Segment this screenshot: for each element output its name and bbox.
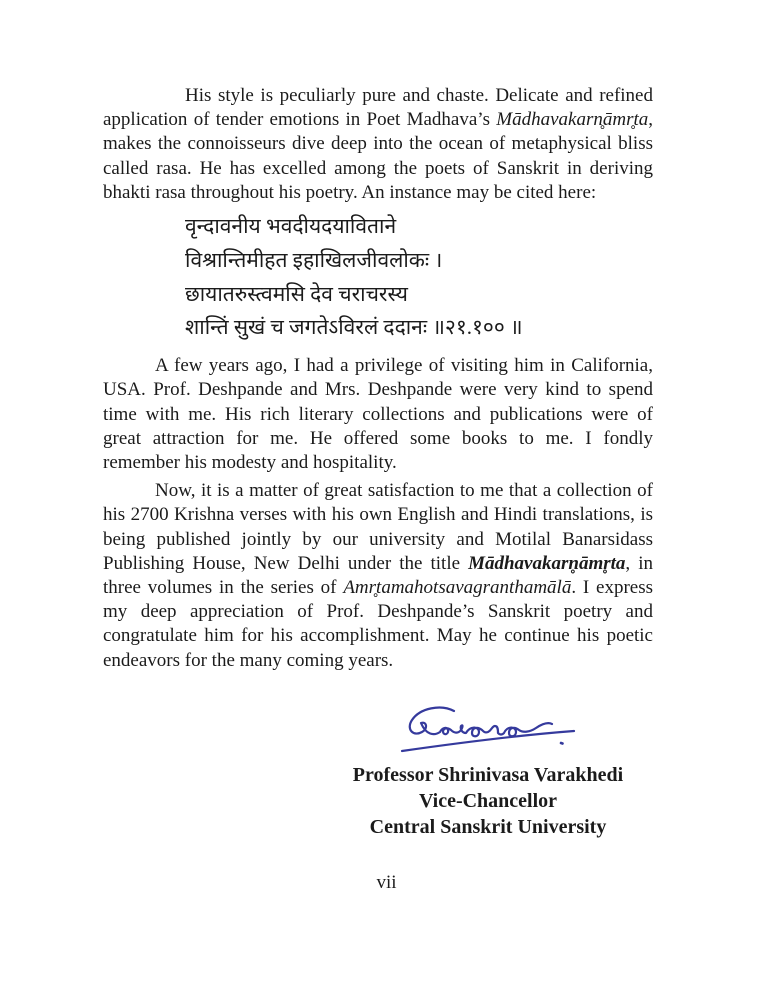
- signature-block: [327, 702, 649, 840]
- signoff-name: Professor Shrinivasa Varakhedi: [352, 764, 624, 786]
- verse-line: विश्रान्तिमीहत इहाखिलजीवलोकः ।: [185, 247, 443, 272]
- paragraph-text: His style is peculiarly pure and chaste. Delicate and refined application of tender emotions in Poet Madhava’s: [103, 85, 653, 131]
- verse-line: वृन्दावनीय भवदीयदयाविताने: [185, 214, 397, 239]
- verse-line: शान्तिं सुखं च जगतेऽविरलं ददानः ॥२१.१०० ॥: [185, 315, 523, 340]
- paragraph-visit: A few years ago, I had a privilege of visiting him in California, USA. Prof. Deshpande and Mrs. Deshpande were very kind to spend time with me. His rich literary collections and publications were of great attraction for me. He offered some books to me. I fondly remember his modesty and hospitality.: [103, 355, 653, 474]
- paragraph-text: , makes the connoisseurs dive deep into the ocean of metaphysical bliss called rasa. He has excelled among the poets of Sanskrit in deriving bhakti rasa throughout his poetry. An instance may be cited here:: [103, 109, 653, 203]
- sanskrit-verse: [185, 210, 653, 345]
- paragraph-text: . I express my deep appreciation of Prof. Deshpande’s Sanskrit poetry and congratulate him for his accomplishment. May he continue his poetic endeavors for the many coming years.: [103, 577, 653, 671]
- verse-line: छायातरुस्त्वमसि देव चराचरस्य: [185, 281, 408, 306]
- paragraph-text: Now, it is a matter of great satisfaction to me that a collection of his 2700 Krishna verses with his own English and Hindi translations, is being published jointly by our university and Motilal Banarsidass Publishing House, New Delhi under the title: [103, 480, 653, 574]
- page-body: [103, 84, 653, 673]
- series-title-italic: Amr̥tamahotsavagranthamālā: [343, 577, 572, 599]
- paragraph-text: , in three volumes in the series of: [103, 552, 653, 599]
- book-title-bold-italic: Mādhavakarn̥āmr̥ta: [468, 552, 626, 574]
- book-title-italic: Mādhavakarn̥āmr̥ta: [496, 109, 649, 131]
- handwritten-signature: [396, 702, 581, 758]
- paragraph-publication: [103, 479, 653, 673]
- signoff-institution: Central Sanskrit University: [369, 816, 607, 838]
- paragraph-style: [103, 84, 653, 205]
- signoff-title: Vice-Chancellor: [418, 790, 558, 812]
- page-number: vii: [376, 872, 397, 893]
